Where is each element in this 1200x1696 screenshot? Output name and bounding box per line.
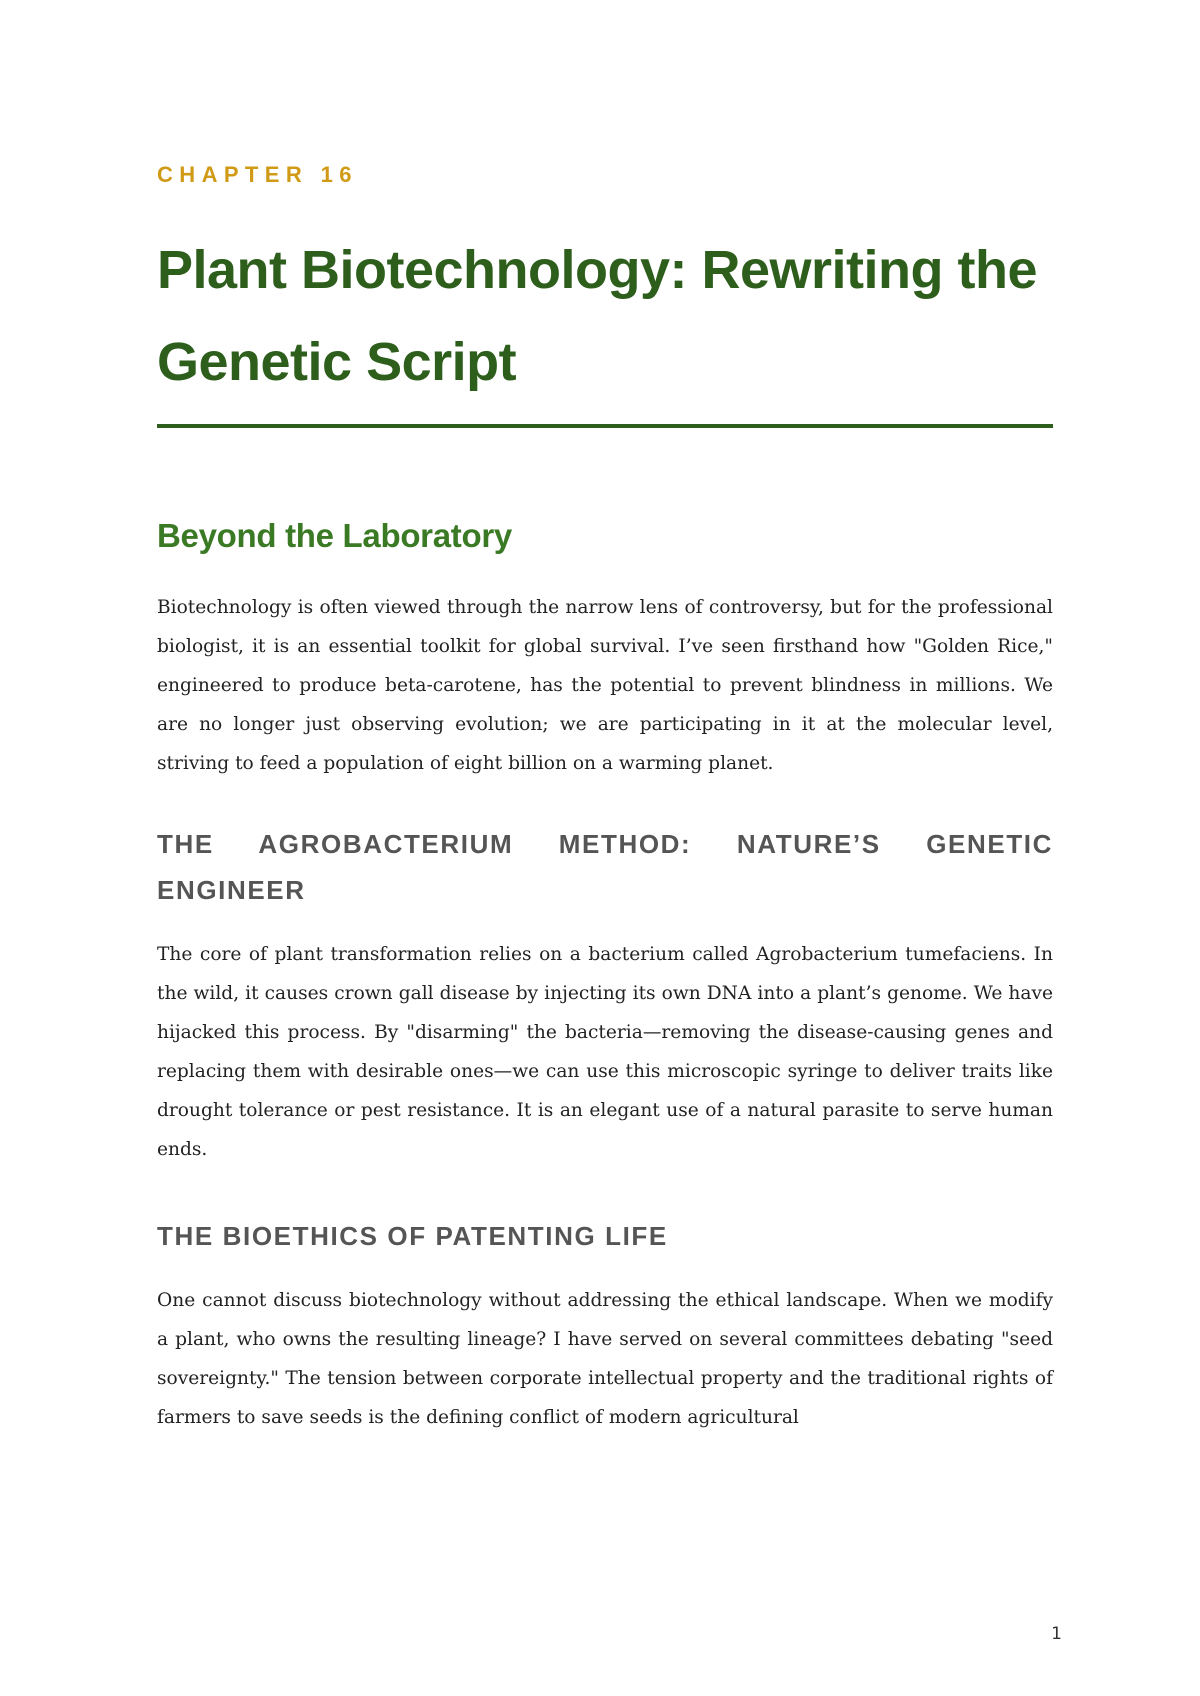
title-divider [157,424,1053,428]
subheading-agrobacterium-method: THE AGROBACTERIUM METHOD: NATURE’S GENETIC ENGINEER [157,829,1053,905]
paragraph-bioethics-of-patenting: One cannot discuss biotechnology without addressing the ethical landscape. When we modify a plant, who owns the resulting lineage? I have served on several committees debating "seed sovereignty." The tension between corporate intellectual property and the traditional rights of farmers to save seeds is the defining conflict of modern agricultural [157,1290,1053,1428]
subheading-bioethics-of-patenting: THE BIOETHICS OF PATENTING LIFE [157,1221,668,1251]
paragraph-agrobacterium-method: The core of plant transformation relies on a bacterium called Agrobacterium tumefaciens. In the wild, it causes crown gall disease by injecting its own DNA into a plant’s genome. We have hijacked this process. By "disarming" the bacteria—removing the disease-causing genes and replacing them with desirable ones—we can use this microscopic syringe to deliver traits like drought tolerance or pest resistance. It is an elegant use of a natural parasite to serve human ends. [157,944,1053,1160]
chapter-label: CHAPTER 16 [157,162,358,187]
page-content [157,160,1053,1437]
page-number: 1 [1051,1624,1062,1644]
section-heading-beyond-the-laboratory: Beyond the Laboratory [157,517,512,554]
chapter-title: Plant Biotechnology: Rewriting the Genetic Script [157,240,1038,392]
paragraph-beyond-the-laboratory: Biotechnology is often viewed through the narrow lens of controversy, but for the professional biologist, it is an essential toolkit for global survival. I’ve seen firsthand how "Golden Rice," engineered to produce beta-carotene, has the potential to prevent blindness in millions. We are no longer just observing evolution; we are participating in it at the molecular level, striving to feed a population of eight billion on a warming planet. [157,597,1053,774]
